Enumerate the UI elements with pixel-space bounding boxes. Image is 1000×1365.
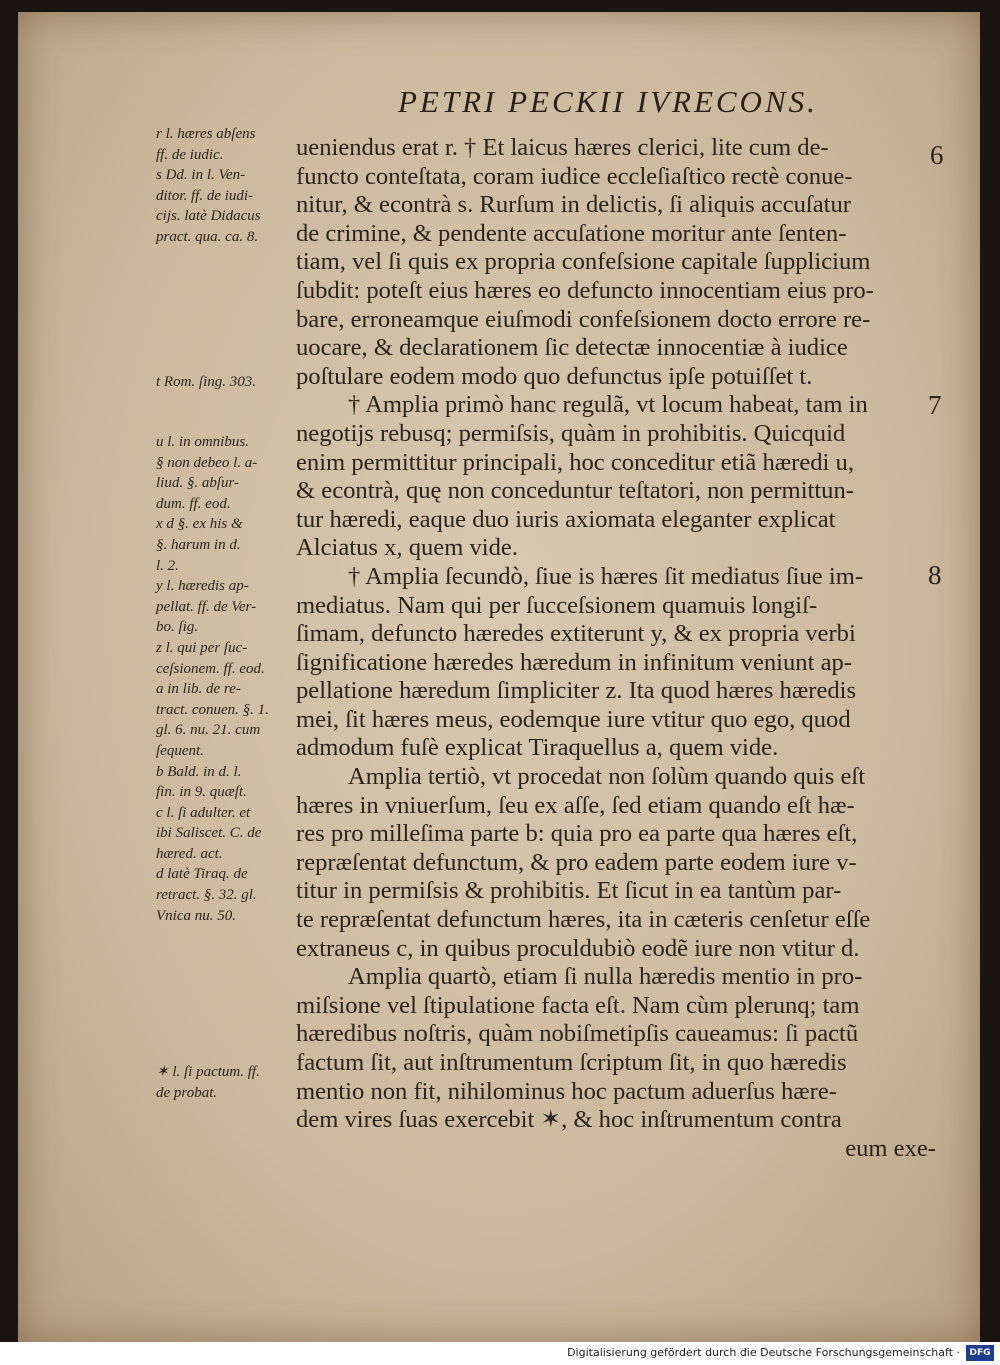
text-line: titur in permiſsis & prohibitis. Et ſicut in ea tantùm par- — [296, 877, 842, 905]
margin-note: gl. 6. nu. 21. cum — [156, 722, 261, 739]
dfg-logo: DFG — [966, 1345, 994, 1361]
margin-notes-u-d — [156, 432, 316, 926]
text-line: negotijs rebusq; permiſsis, quàm in prohibitis. Quicquid — [296, 419, 846, 447]
catchword: eum exe- — [845, 1134, 936, 1162]
text-line: extraneus c, in quibus proculdubiò eodẽ iure non vtitur d. — [296, 934, 860, 962]
text-line: poſtulare eodem modo quo defunctus ipſe potuiſſet t. — [296, 362, 813, 390]
text-line: Alciatus x, quem vide. — [296, 534, 518, 562]
text-line: † Amplia ſecundò, ſiue is hæres ſit mediatus ſiue im- — [348, 562, 864, 590]
text-line: miſsione vel ſtipulatione facta eſt. Nam cùm plerunq; tam — [296, 991, 860, 1019]
margin-note: bo. ſig. — [156, 619, 199, 636]
section-number-6: 6 — [930, 140, 944, 170]
text-line: ueniendus erat r. † Et laicus hæres clerici, lite cum de- — [296, 134, 829, 161]
text-line: te repræſentat defunctum hæres, ita in cæteris cenſetur eſſe — [296, 906, 871, 934]
text-line: ſubdit: poteſt eius hæres eo defuncto innocentiam eius pro- — [296, 276, 874, 304]
text-line: hæredibus noſtris, quàm nobiſmetipſis caueamus: ſi pactũ — [296, 1020, 859, 1048]
margin-note: ditor. ff. de iudi- — [156, 187, 254, 204]
margin-notes-r-s — [156, 124, 316, 248]
margin-note: s Dd. in l. Ven- — [156, 167, 246, 184]
margin-note: fin. in 9. quæſt. — [156, 784, 247, 801]
text-line: tur hæredi, eaque duo iuris axiomata eleganter explicat — [296, 505, 836, 533]
margin-note: dum. ff. eod. — [156, 495, 231, 512]
margin-note: x d §. ex his & — [156, 516, 243, 533]
margin-note: c l. ſi adulter. et — [156, 804, 251, 821]
text-line: † Amplia primò hanc regulã, vt locum habeat, tam in — [348, 391, 868, 419]
margin-note: tract. conuen. §. 1. — [156, 701, 269, 718]
text-line: mentio non fit, nihilominus hoc pactum aduerſus hære- — [296, 1077, 837, 1105]
text-line: mediatus. Nam qui per ſucceſsionem quamuis longiſ- — [296, 591, 818, 619]
margin-note: hæred. act. — [156, 845, 223, 862]
text-line: hæres in vniuerſum, ſeu ex aſſe, ſed etiam quando eſt hæ- — [296, 791, 855, 819]
margin-note: de probat. — [156, 1084, 218, 1101]
margin-note: b Bald. in d. l. — [156, 763, 242, 780]
text-line: Amplia tertiò, vt procedat non ſolùm quando quis eſt — [348, 763, 866, 791]
text-line: Amplia quartò, etiam ſi nulla hæredis mentio in pro- — [348, 963, 863, 991]
margin-note: y l. hæredis ap- — [156, 578, 249, 595]
text-line: nitur, & econtrà s. Rurſum in delictis, ſi aliquis accuſatur — [296, 191, 851, 219]
margin-note: r l. hæres abſens — [156, 126, 256, 142]
text-line: pellatione hæredum ſimpliciter z. Ita quod hæres hæredis — [296, 677, 857, 705]
margin-note-t — [156, 372, 316, 393]
margin-note: ✶ l. ſi pactum. ff. — [156, 1064, 260, 1080]
section-number-8: 8 — [928, 560, 942, 590]
section-number-7: 7 — [928, 390, 942, 420]
text-line: uocare, & declarationem ſic detectæ innocentiæ à iudice — [296, 334, 848, 362]
margin-note: ſequent. — [156, 742, 204, 759]
margin-note: cijs. latè Didacus — [156, 208, 261, 225]
running-title: PETRI PECKII IVRECONS. — [398, 84, 818, 119]
text-line: repræſentat defunctum, & pro eadem parte eodem iure v- — [296, 848, 857, 876]
funding-credit: Digitalisierung gefördert durch die Deutsche Forschungsgemeinschaft · — [567, 1346, 960, 1359]
margin-notes-star — [156, 1062, 316, 1103]
text-line: ſimam, defuncto hæredes extiterunt y, & ex propria verbi — [296, 620, 856, 648]
margin-note: §. harum in d. — [156, 536, 241, 553]
margin-note: d latè Tiraq. de — [156, 866, 248, 883]
margin-note: a in lib. de re- — [156, 681, 241, 698]
text-line: admodum fuſè explicat Tiraquellus a, quem vide. — [296, 734, 779, 762]
text-line: ſignificatione hæredes hæredum in infinitum veniunt ap- — [296, 648, 852, 676]
margin-note: ff. de iudic. — [156, 146, 224, 163]
text-line: factum ſit, aut inſtrumentum ſcriptum ſit, in quo hæredis — [296, 1049, 847, 1076]
text-line: de crimine, & pendente accuſatione moritur ante ſenten- — [296, 219, 847, 247]
margin-note: Vnica nu. 50. — [156, 907, 236, 924]
margin-note: liud. §. abſur- — [156, 475, 240, 492]
margin-note: u l. in omnibus. — [156, 434, 249, 450]
margin-note: pract. qua. ca. 8. — [156, 228, 259, 245]
text-line: & econtrà, quę non conceduntur teſtatori, non permittun- — [296, 477, 854, 505]
margin-note: ceſsionem. ff. eod. — [156, 660, 265, 677]
text-line: enim permittitur principali, hoc conceditur etiã hæredi u, — [296, 448, 854, 476]
margin-note: § non debeo l. a- — [156, 454, 258, 471]
text-line: tiam, vel ſi quis ex propria confeſsione capitale ſupplicium — [296, 248, 871, 276]
text-line: mei, ſit hæres meus, eodemque iure vtitur quo ego, quod — [296, 705, 851, 733]
margin-note: retract. §. 32. gl. — [156, 887, 257, 904]
margin-note: z l. qui per ſuc- — [156, 639, 248, 656]
margin-note: ibi Saliscet. C. de — [156, 825, 262, 842]
margin-note: t Rom. ſing. 303. — [156, 374, 256, 390]
text-line: res pro milleſima parte b: quia pro ea parte qua hæres eſt, — [296, 820, 858, 848]
margin-note: pellat. ff. de Ver- — [156, 598, 257, 615]
text-line: functo conteſtata, coram iudice eccleſiaſtico rectè conue- — [296, 162, 853, 190]
text-line: dem vires ſuas exercebit ✶, & hoc inſtrumentum contra — [296, 1106, 842, 1134]
text-line: bare, erroneamque eiuſmodi confeſsionem docto errore re- — [296, 305, 871, 333]
footer-bar — [0, 1342, 1000, 1365]
main-text-block — [296, 134, 936, 1163]
margin-note: l. 2. — [156, 557, 179, 574]
